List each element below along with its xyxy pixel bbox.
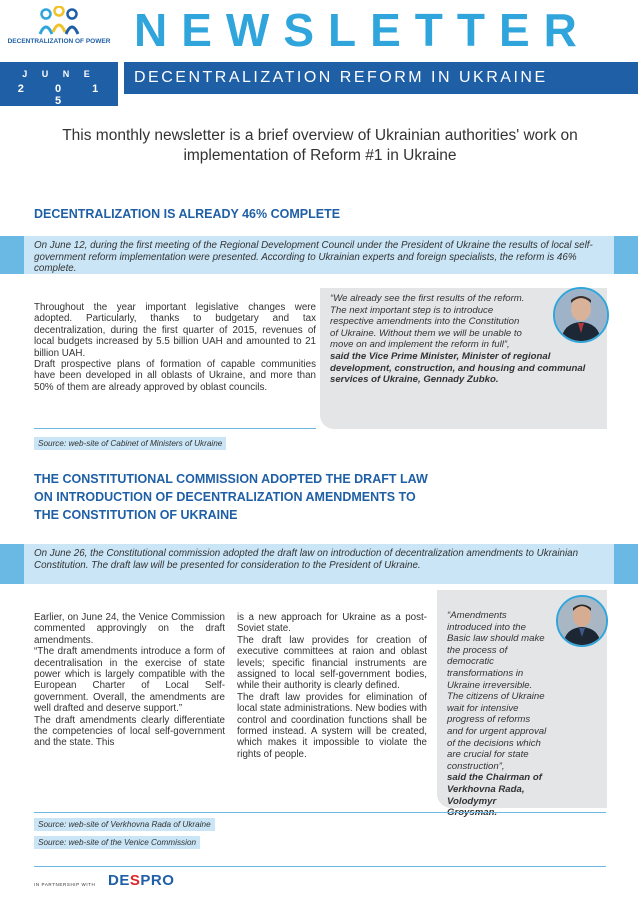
footer-divider	[34, 866, 606, 867]
article1-paragraph: Draft prospective plans of formation of capable communities have been developed in all oblasts of Ukraine, and more than 50% of them are already approved by oblast councils.	[34, 359, 316, 393]
article2-column-1	[34, 612, 225, 749]
article2-paragraph: The draft amendments clearly differentiate the competencies of local self-government and the state. This	[34, 714, 225, 749]
article1-body	[34, 302, 316, 393]
article2-paragraph: Earlier, on June 24, the Venice Commission commented approvingly on the draft amendments.	[34, 612, 225, 646]
issue-year: 2 0 1 5	[17, 83, 113, 107]
article1-lead	[0, 236, 638, 274]
newsletter-subtitle: DECENTRALIZATION REFORM IN UKRAINE	[124, 62, 638, 94]
article2-heading-line: THE CONSTITUTIONAL COMMISSION ADOPTED THE DRAFT LAW	[34, 472, 428, 486]
article2-paragraph: “The draft amendments introduce a form of decentralisation in the exercise of state power which is largely compatible with the European Charter of Local Self-government. Overall, the amendments are well drafted and deserve support.”	[34, 646, 225, 715]
article2-source-venice: Source: web-site of the Venice Commission	[34, 836, 200, 849]
article1-source: Source: web-site of Cabinet of Ministers of Ukraine	[34, 437, 226, 450]
article2-heading-line: ON INTRODUCTION OF DECENTRALIZATION AMENDMENTS TO	[34, 490, 416, 504]
issue-month: J U N E	[22, 69, 96, 79]
article2-paragraph: The draft law provides for creation of executive committees at raion and oblast levels; specific financial instruments are assigned to local self-government bodies, while their authority is clearly defined.	[237, 634, 427, 692]
article1-quote	[330, 293, 592, 386]
logo-figures-icon	[36, 6, 82, 40]
partnership-label: IN PARTNERSHIP WITH	[34, 882, 96, 887]
article1-paragraph: Throughout the year important legislative changes were adopted. Particularly, thanks to budgetary and tax decentralization, during the first quarter of 2015, revenues of local budgets increased by 5.5 billion UAH and amounted to 21 billion UAH.	[34, 302, 316, 359]
article1-heading: DECENTRALIZATION IS ALREADY 46% COMPLETE	[34, 207, 341, 221]
intro-text: This monthly newsletter is a brief overview of Ukrainian authorities' work on implementation of Reform #1 in Ukraine	[62, 127, 578, 164]
article2-heading	[34, 470, 428, 524]
article2-paragraph: is a new approach for Ukraine as a post-Soviet state.	[237, 612, 427, 635]
article2-quote-attribution: said the Chairman of Verkhovna Rada, Volodymyr	[447, 772, 542, 807]
article2-heading-line: THE CONSTITUTION OF UKRAINE	[34, 508, 238, 522]
newsletter-title: NEWSLETTER	[134, 4, 591, 56]
logo-text: DECENTRALIZATION OF POWER	[7, 38, 111, 45]
article2-column-2	[237, 612, 427, 760]
article1-lead-text: On June 12, during the first meeting of the Regional Development Council under the President of Ukraine the results of local self-government reform implementation were presented. According to Ukrainian experts and foreign specialists, the reform is 46% complete.	[34, 240, 593, 274]
article2-lead-text: On June 26, the Constitutional commission adopted the draft law on introduction of decentralization amendments to Ukrainian Constitution. The draft law will be presented for consideration to the President of Ukraine.	[34, 548, 579, 571]
article2-paragraph: The draft law provides for elimination of local state administrations. New bodies with control and coordination functions shall be formed instead. A system will be created, which makes it impossible to violate the rights of people.	[237, 691, 427, 760]
logo	[0, 0, 118, 62]
article1-quote-text: “We already see the first results of the reform. The next important step is to introduce respective amendments into the Constitution of Ukraine. Without them we will be unable to move on and implement the reform in full”,	[330, 293, 525, 351]
article1-quote-attribution: said the Vice Prime Minister, Minister of regional development, construction, and housing and communal services of Ukraine, Gennady Zubko.	[330, 350, 586, 386]
article2-quote-text: “Amendments introduced into the Basic law should make the process of democratic transformations in Ukraine irreversible. The citizens of Ukraine wait for intensive progress of reforms and for urgent approval of the decisions which are crucial for state construction”,	[447, 610, 547, 772]
zubko-photo	[553, 287, 609, 343]
article2-lead	[0, 544, 638, 584]
divider	[34, 428, 316, 429]
divider	[34, 812, 606, 813]
article2-source-rada: Source: web-site of Verkhovna Rada of Ukraine	[34, 818, 215, 831]
issue-date	[0, 62, 118, 106]
groysman-photo	[556, 595, 608, 647]
despro-logo: DESPRO	[108, 872, 175, 889]
